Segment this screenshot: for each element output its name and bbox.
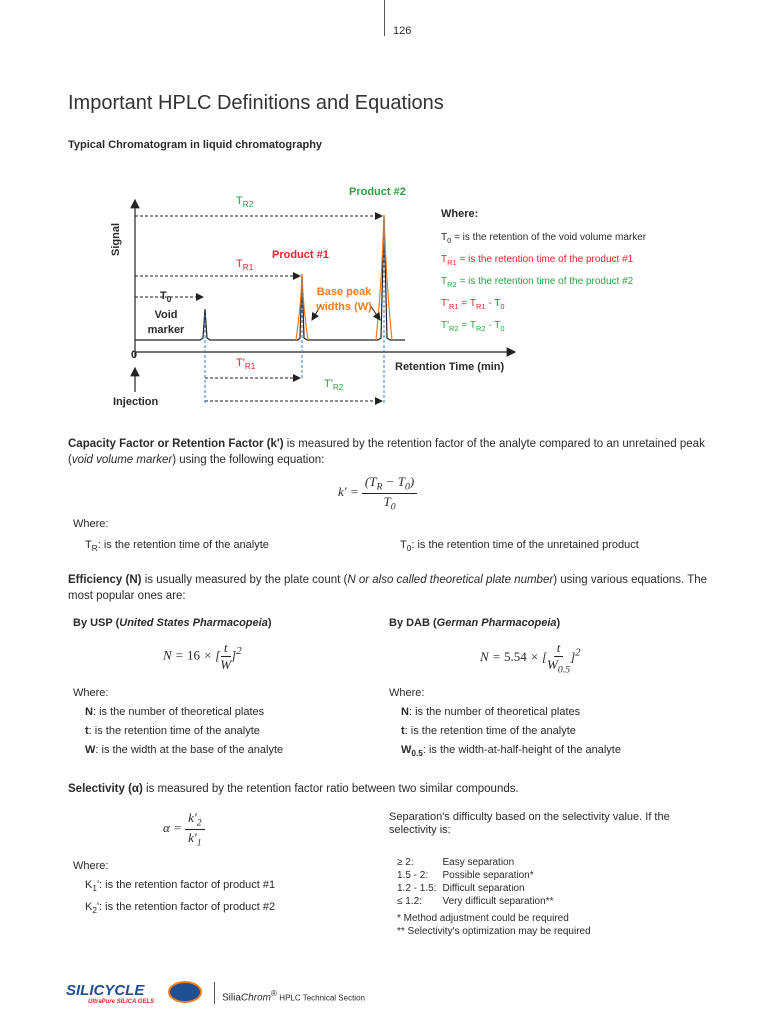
capacity-where: Where: (73, 518, 109, 530)
void-marker-label: Void marker (147, 309, 185, 336)
page-title: Important HPLC Definitions and Equations (68, 92, 444, 114)
selectivity-paragraph: Selectivity (α) is measured by the retention factor ratio between two similar compounds. (68, 783, 519, 795)
usp-where: Where: N: is the number of theoretical plates t: is the retention time of the analyte W: is the width at the base of the analyte (73, 687, 284, 756)
product1-label: Product #1 (272, 249, 329, 261)
legend-t0: $T_0$ = is the retention of the void volume marker (441, 232, 647, 245)
base-peak-label: Base peak widths (W) (316, 286, 372, 313)
efficiency-paragraph: Efficiency (N) is usually measured by the plate count (N or also called theoretical plate number) using various equations. The most popular ones are: (68, 574, 708, 602)
silicycle-logo: SILICYCLE UltraPure SILICA GELS (66, 982, 155, 1005)
selectivity-equation: α = $\frac{k'_2}{k'_1}$ (163, 810, 205, 848)
product2-label: Product #2 (349, 186, 406, 198)
selectivity-notes: * Method adjustment could be required ** Selectivity's optimization may be required (397, 913, 591, 937)
x-axis-label: Retention Time (min) (395, 361, 505, 373)
capacity-paragraph: Capacity Factor or Retention Factor (k') is measured by the retention factor of the analyte compared to an unretained peak (void volume marker) using the following equation: (68, 438, 705, 466)
tr-definition: $T_R$: is the retention time of the analyte (85, 539, 269, 554)
signal-label: Signal (110, 222, 122, 256)
selectivity-intro: Separation's difficulty based on the selectivity value. If the selectivity is: (389, 811, 670, 836)
usp-heading: By USP (United States Pharmacopeia) (73, 617, 272, 629)
legend-tr1: $T_{R1}$ = is the retention time of the product #1 (441, 254, 634, 267)
logo-swoosh-icon (168, 981, 202, 1003)
legend-tr2: $T_{R2}$ = is the retention time of the product #2 (441, 276, 634, 289)
injection-label: Injection (113, 396, 159, 408)
page-number: 126 (384, 0, 411, 36)
t0-definition: $T_0$: is the retention time of the unretained product (400, 539, 639, 554)
selectivity-where: Where: $K_1'$: is the retention factor of product #1 $K_2'$: is the retention factor of product #2 (73, 860, 276, 916)
chromatogram-subtitle: Typical Chromatogram in liquid chromatography (68, 139, 323, 151)
dab-heading: By DAB (German Pharmacopeia) (389, 617, 561, 629)
usp-equation: N = 16 × [ $\frac{t}{W}$ ]$^2$ (163, 640, 242, 672)
origin-label: 0 (131, 349, 138, 361)
dab-equation: N = 5.54 × [ $\frac{t}{W_{0.5}}$ ]$^2$ (480, 640, 581, 676)
capacity-equation: k′ = $\frac{(T_R - T_0)}{T_0}$ (338, 474, 417, 512)
where-label: Where: (441, 208, 479, 220)
selectivity-table: ≥ 2: Easy separation 1.5 - 2: Possible separation* 1.2 - 1.5: Difficult separation ≤ 1.2: Very difficult separation** (397, 857, 554, 907)
footer-section: SiliaChrom® HPLC Technical Section (222, 988, 365, 1004)
dab-where: Where: N: is the number of theoretical plates t: is the retention time of the analyte $W_{0.5}$: is the width-at-half-height of the analyte (389, 687, 621, 759)
